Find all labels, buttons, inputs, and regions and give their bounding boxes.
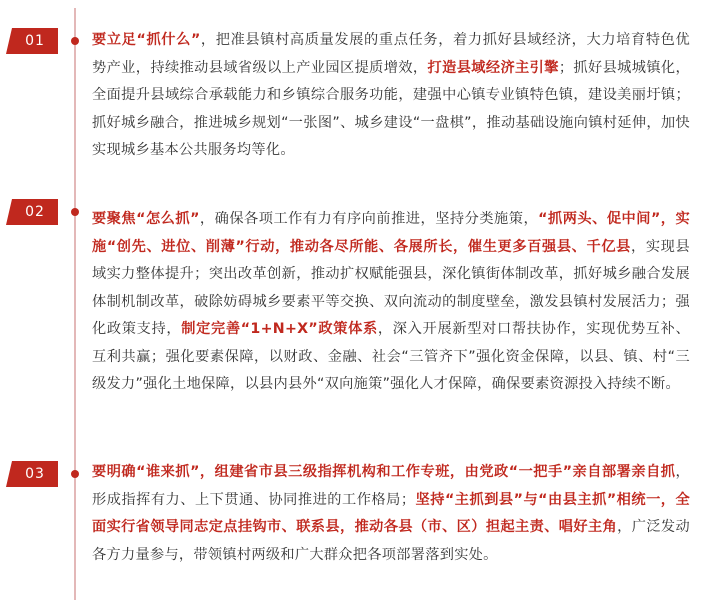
timeline-line bbox=[74, 8, 76, 600]
highlight-text: 坚持“主抓到县”与“由县主抓”相统一，全面实行省领导同志定点挂钩市、联系县，推动各县（市、区）担起主责、唱好主角 bbox=[92, 491, 690, 535]
highlight-text: “抓两头、促中间”，实施“创先、进位、削薄”行动，推动各尽所能、各展所长，催生更多百强县、千亿县 bbox=[92, 211, 690, 255]
section-text bbox=[92, 206, 690, 399]
section-number-badge: 02 bbox=[12, 199, 58, 225]
highlight-text: 打造县域经济主引擎 bbox=[427, 59, 559, 76]
highlight-text: 制定完善“1+N+X”政策体系 bbox=[181, 321, 378, 337]
body-text: ；抓好县城城镇化，全面提升县域综合承载能力和乡镇综合服务功能，建强中心镇专业镇特色镇，建设美丽圩镇；抓好城乡融合，推进城乡规划“一张图”、城乡建设“一盘棋”，推动基础设施向镇村延伸，加快实现城乡基本公共服务均等化。 bbox=[92, 59, 691, 158]
body-text: ，广泛发动各方力量参与，带领镇村两级和广大群众把各项部署落到实处。 bbox=[92, 519, 690, 563]
timeline-dot bbox=[71, 37, 79, 45]
highlight-text: 要聚焦“怎么抓” bbox=[92, 211, 200, 227]
section-number-badge: 01 bbox=[12, 28, 58, 54]
body-text: ，形成指挥有力、上下贯通、协同推进的工作格局； bbox=[92, 464, 690, 508]
body-text: ，确保各项工作有力有序向前推进，坚持分类施策， bbox=[199, 211, 539, 227]
section-text bbox=[92, 27, 690, 165]
section-number-badge: 03 bbox=[12, 461, 58, 487]
section-text bbox=[92, 459, 690, 569]
body-text: ，实现县域实力整体提升；突出改革创新，推动扩权赋能强县，深化镇街体制改革，抓好城乡融合发展体制机制改革，破除妨碍城乡要素平等交换、双向流动的制度壁垒，激发县镇村发展活力；强化政策支持， bbox=[92, 238, 690, 337]
highlight-text: 要立足“抓什么” bbox=[92, 32, 201, 48]
body-text: ，把准县镇村高质量发展的重点任务，着力抓好县域经济，大力培育特色优势产业，持续推动县域省级以上产业园区提质增效， bbox=[92, 32, 690, 76]
timeline-dot bbox=[71, 470, 79, 478]
timeline-dot bbox=[71, 208, 79, 216]
highlight-text: 要明确“谁来抓”，组建省市县三级指挥机构和工作专班，由党政“一把手”亲自部署亲自抓 bbox=[92, 464, 676, 480]
body-text: ，深入开展新型对口帮扶协作，实现优势互补、互利共赢；强化要素保障，以财政、金融、社会“三管齐下”强化资金保障，以县、镇、村“三级发力”强化土地保障，以县内县外“双向施策”强化人才保障，确保要素资源投入持续不断。 bbox=[92, 321, 690, 392]
